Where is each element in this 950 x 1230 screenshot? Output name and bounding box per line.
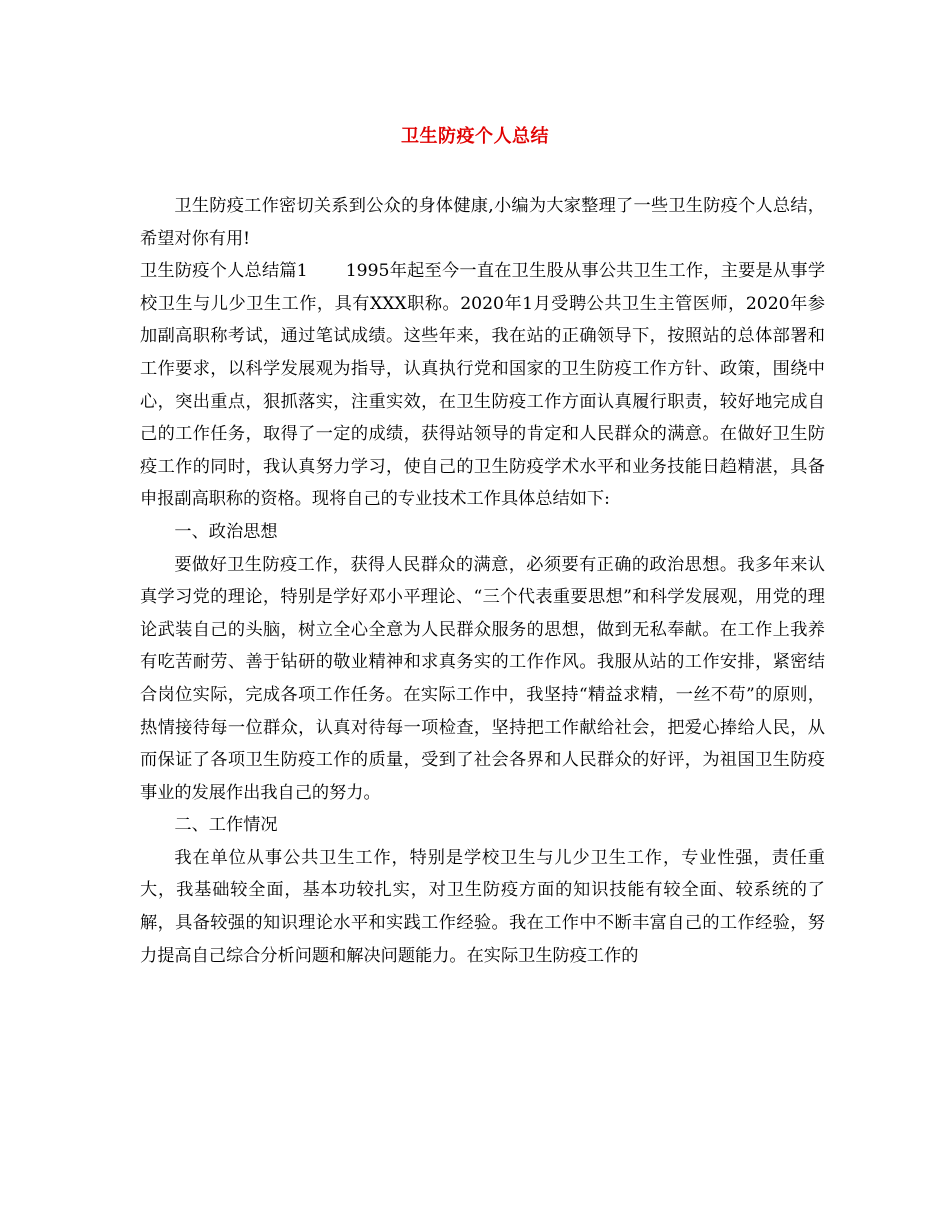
- section-2-heading: 二、工作情况: [174, 815, 278, 836]
- section-2-body: 我在单位从事公共卫生工作，特别是学校卫生与儿少卫生工作，专业性强，责任重大，我基础较全面，基本功较扎实，对卫生防疫方面的知识技能有较全面、较系统的了解，具备较强的知识理论水平和实践工作经验。我在工作中不断丰富自己的工作经验，努力提高自己综合分析问题和解决问题能力。在实际卫生防疫工作的: [140, 847, 825, 966]
- document-body: [140, 190, 825, 972]
- article-paragraph-1: [140, 255, 825, 516]
- intro-paragraph: 卫生防疫工作密切关系到公众的身体健康,小编为大家整理了一些卫生防疫个人总结，希望对你有用!: [140, 196, 825, 249]
- section-1-body: 要做好卫生防疫工作，获得人民群众的满意，必须要有正确的政治思想。我多年来认真学习党的理论，特别是学好邓小平理论、“三个代表重要思想”和科学发展观，用党的理论武装自己的头脑，树立全心全意为人民群众服务的思想，做到无私奉献。在工作上我养有吃苦耐劳、善于钻研的敬业精神和求真务实的工作作风。我服从站的工作安排，紧密结合岗位实际，完成各项工作任务。在实际工作中，我坚持“精益求精，一丝不苟”的原则，热情接待每一位群众，认真对待每一项检查，坚持把工作献给社会，把爱心捧给人民，从而保证了各项卫生防疫工作的质量，受到了社会各界和人民群众的好评，为祖国卫生防疫事业的发展作出我自己的努力。: [140, 554, 825, 803]
- paragraph-1-text: 1995年起至今一直在卫生股从事公共卫生工作，主要是从事学校卫生与儿少卫生工作，具有XXX职称。2020年1月受聘公共卫生主管医师，2020年参加副高职称考试，通过笔试成绩。这些年来，我在站的正确领导下，按照站的总体部署和工作要求，以科学发展观为指导，认真执行党和国家的卫生防疫工作方针、政策，围绕中心，突出重点，狠抓落实，注重实效，在卫生防疫工作方面认真履行职责，较好地完成自己的工作任务，取得了一定的成绩，获得站领导的肯定和人民群众的满意。在做好卫生防疫工作的同时，我认真努力学习，使自己的卫生防疫学术水平和业务技能日趋精湛，具备申报副高职称的资格。现将自己的专业技术工作具体总结如下:: [140, 261, 826, 510]
- section-1-heading: 一、政治思想: [174, 521, 278, 542]
- article-heading: 卫生防疫个人总结篇1: [140, 261, 308, 282]
- document-title: 卫生防疫个人总结: [401, 126, 549, 147]
